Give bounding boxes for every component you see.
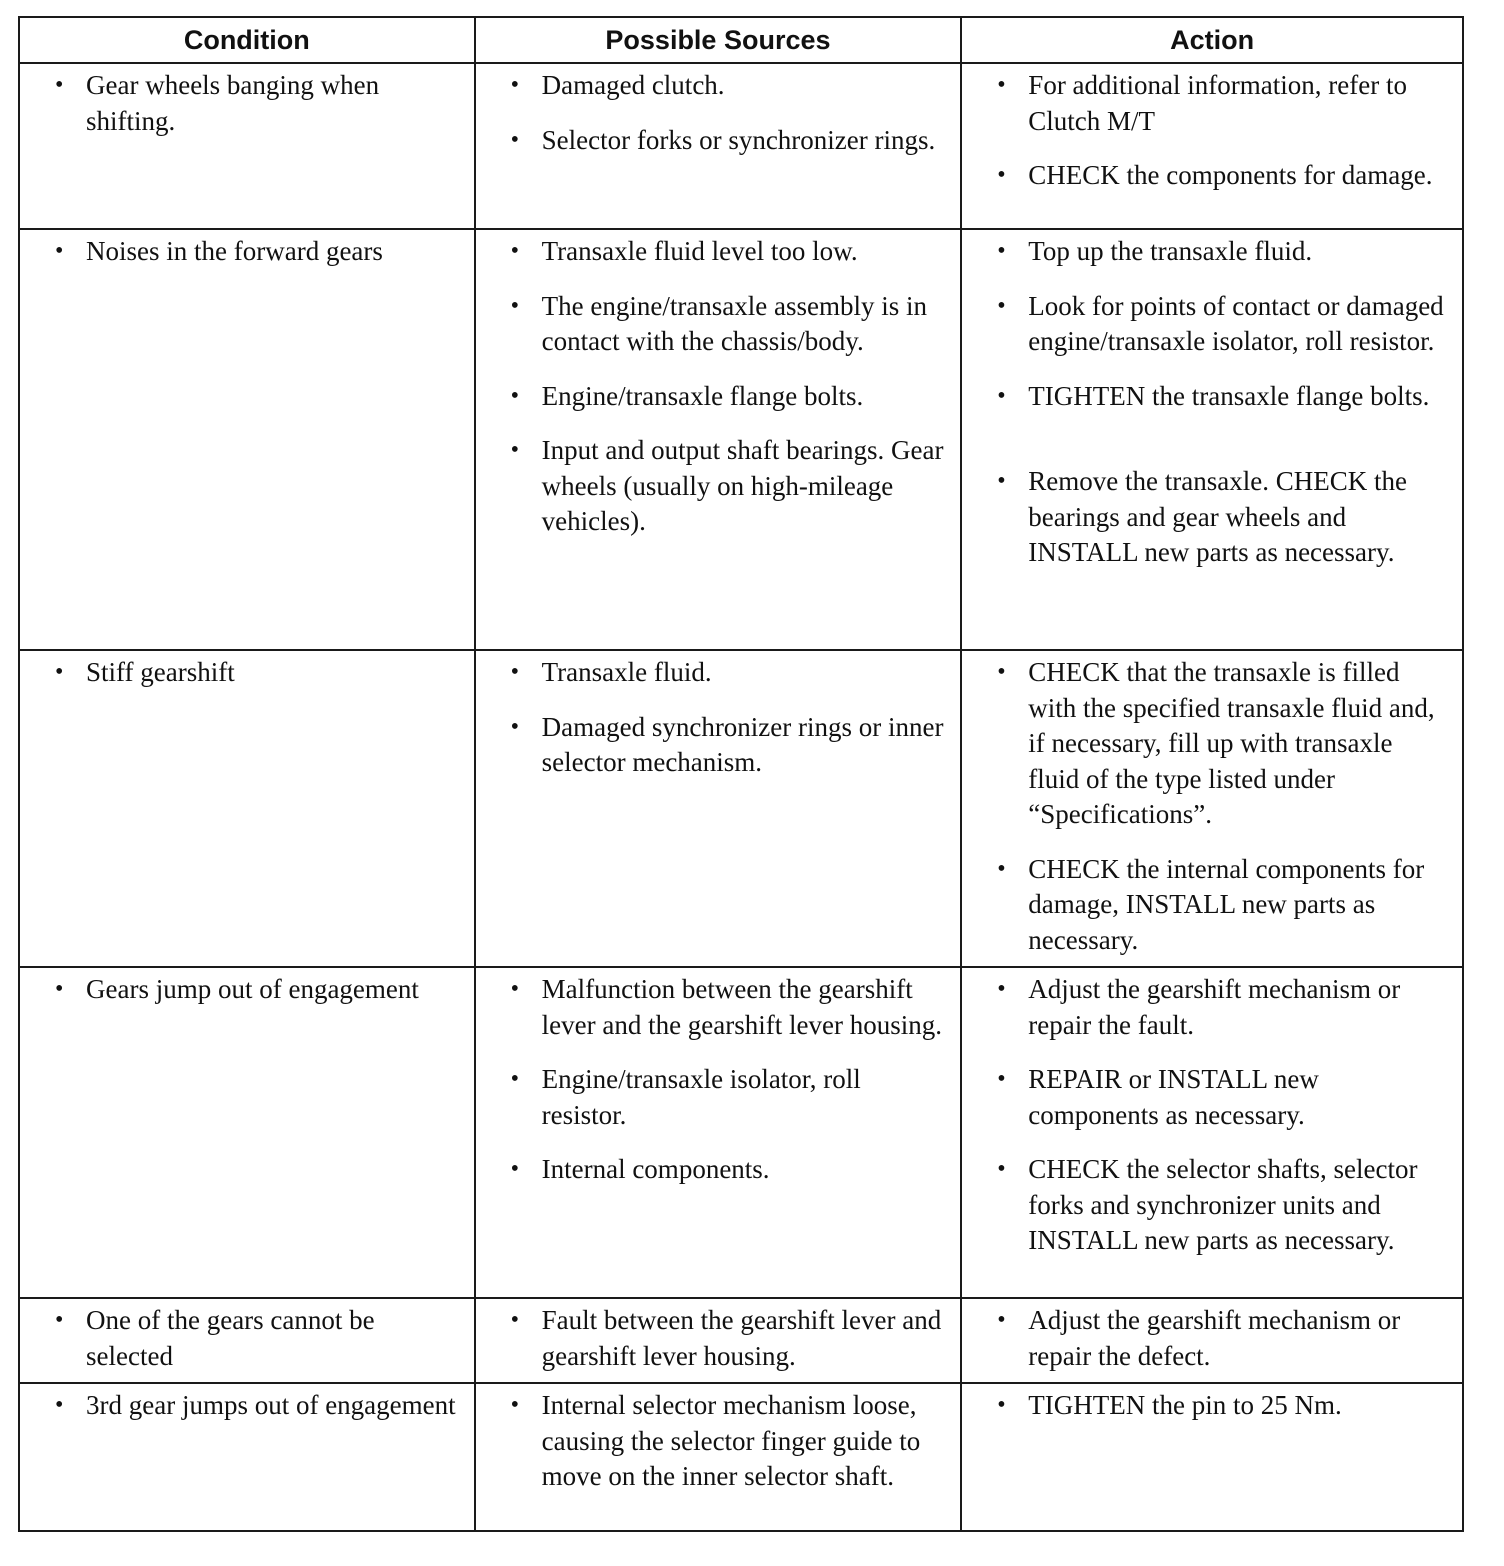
source-item: • Engine/transaxle flange bolts. bbox=[508, 379, 947, 415]
condition-cell bbox=[19, 967, 475, 1298]
condition-item: • Stiff gearshift bbox=[52, 655, 460, 691]
source-item: • Transaxle fluid. bbox=[508, 655, 947, 691]
table-row bbox=[19, 63, 1463, 229]
header-condition: Condition bbox=[19, 17, 475, 63]
action-cell-list bbox=[994, 655, 1448, 958]
source-item: • Internal components. bbox=[508, 1152, 947, 1188]
header-row bbox=[19, 17, 1463, 63]
troubleshooting-table bbox=[18, 16, 1464, 1532]
action-cell-list bbox=[994, 1303, 1448, 1374]
possible-sources-cell-list bbox=[508, 972, 947, 1188]
source-item: • Selector forks or synchronizer rings. bbox=[508, 123, 947, 159]
condition-cell-list bbox=[52, 1388, 460, 1424]
condition-cell-list bbox=[52, 972, 460, 1008]
source-item: • Internal selector mechanism loose, causing the selector finger guide to move on the inner selector shaft. bbox=[508, 1388, 947, 1495]
table-row bbox=[19, 1298, 1463, 1383]
condition-cell bbox=[19, 63, 475, 229]
condition-item: • 3rd gear jumps out of engagement bbox=[52, 1388, 460, 1424]
possible-sources-cell bbox=[475, 1383, 962, 1531]
possible-sources-cell bbox=[475, 229, 962, 650]
action-item: • CHECK the internal components for damage, INSTALL new parts as necessary. bbox=[994, 852, 1448, 959]
action-cell bbox=[961, 967, 1463, 1298]
header-possible-sources: Possible Sources bbox=[475, 17, 962, 63]
possible-sources-cell-list bbox=[508, 655, 947, 781]
condition-cell-list bbox=[52, 234, 460, 270]
table-row bbox=[19, 967, 1463, 1298]
action-cell bbox=[961, 229, 1463, 650]
possible-sources-cell bbox=[475, 650, 962, 967]
action-item: • Top up the transaxle fluid. bbox=[994, 234, 1448, 270]
action-item: • Remove the transaxle. CHECK the bearings and gear wheels and INSTALL new parts as necessary. bbox=[994, 464, 1448, 571]
condition-cell bbox=[19, 1298, 475, 1383]
source-item: • Input and output shaft bearings. Gear wheels (usually on high-mileage vehicles). bbox=[508, 433, 947, 540]
action-cell-list bbox=[994, 68, 1448, 194]
action-item: • TIGHTEN the pin to 25 Nm. bbox=[994, 1388, 1448, 1424]
possible-sources-cell bbox=[475, 1298, 962, 1383]
action-cell bbox=[961, 1383, 1463, 1531]
condition-item: • Gears jump out of engagement bbox=[52, 972, 460, 1008]
action-item: • For additional information, refer to Clutch M/T bbox=[994, 68, 1448, 139]
possible-sources-cell-list bbox=[508, 234, 947, 540]
action-item: • TIGHTEN the transaxle flange bolts. bbox=[994, 379, 1448, 415]
condition-cell bbox=[19, 1383, 475, 1531]
source-item: • Damaged clutch. bbox=[508, 68, 947, 104]
header-action: Action bbox=[961, 17, 1463, 63]
action-cell-list bbox=[994, 1388, 1448, 1424]
action-item: • REPAIR or INSTALL new components as necessary. bbox=[994, 1062, 1448, 1133]
action-item: • CHECK that the transaxle is filled with the specified transaxle fluid and, if necessary, fill up with transaxle fluid of the type listed under “Specifications”. bbox=[994, 655, 1448, 833]
condition-cell-list bbox=[52, 655, 460, 691]
possible-sources-cell-list bbox=[508, 68, 947, 158]
action-cell bbox=[961, 650, 1463, 967]
source-item: • Fault between the gearshift lever and gearshift lever housing. bbox=[508, 1303, 947, 1374]
action-item: • Adjust the gearshift mechanism or repair the fault. bbox=[994, 972, 1448, 1043]
action-item: • CHECK the selector shafts, selector forks and synchronizer units and INSTALL new parts as necessary. bbox=[994, 1152, 1448, 1259]
condition-cell-list bbox=[52, 1303, 460, 1374]
condition-item: • Noises in the forward gears bbox=[52, 234, 460, 270]
action-cell bbox=[961, 1298, 1463, 1383]
action-item: • Look for points of contact or damaged engine/transaxle isolator, roll resistor. bbox=[994, 289, 1448, 360]
condition-item: • One of the gears cannot be selected bbox=[52, 1303, 460, 1374]
condition-cell bbox=[19, 229, 475, 650]
table-body bbox=[19, 63, 1463, 1531]
table-row bbox=[19, 650, 1463, 967]
action-cell-list bbox=[994, 234, 1448, 571]
condition-cell bbox=[19, 650, 475, 967]
action-item: • Adjust the gearshift mechanism or repair the defect. bbox=[994, 1303, 1448, 1374]
source-item: • Malfunction between the gearshift lever and the gearshift lever housing. bbox=[508, 972, 947, 1043]
table-row bbox=[19, 229, 1463, 650]
source-item: • Engine/transaxle isolator, roll resistor. bbox=[508, 1062, 947, 1133]
possible-sources-cell-list bbox=[508, 1388, 947, 1495]
action-cell bbox=[961, 63, 1463, 229]
condition-cell-list bbox=[52, 68, 460, 139]
source-item: • Damaged synchronizer rings or inner selector mechanism. bbox=[508, 710, 947, 781]
action-cell-list bbox=[994, 972, 1448, 1259]
condition-item: • Gear wheels banging when shifting. bbox=[52, 68, 460, 139]
possible-sources-cell bbox=[475, 967, 962, 1298]
source-item: • The engine/transaxle assembly is in contact with the chassis/body. bbox=[508, 289, 947, 360]
table-row bbox=[19, 1383, 1463, 1531]
action-item: • CHECK the components for damage. bbox=[994, 158, 1448, 194]
source-item: • Transaxle fluid level too low. bbox=[508, 234, 947, 270]
possible-sources-cell bbox=[475, 63, 962, 229]
possible-sources-cell-list bbox=[508, 1303, 947, 1374]
